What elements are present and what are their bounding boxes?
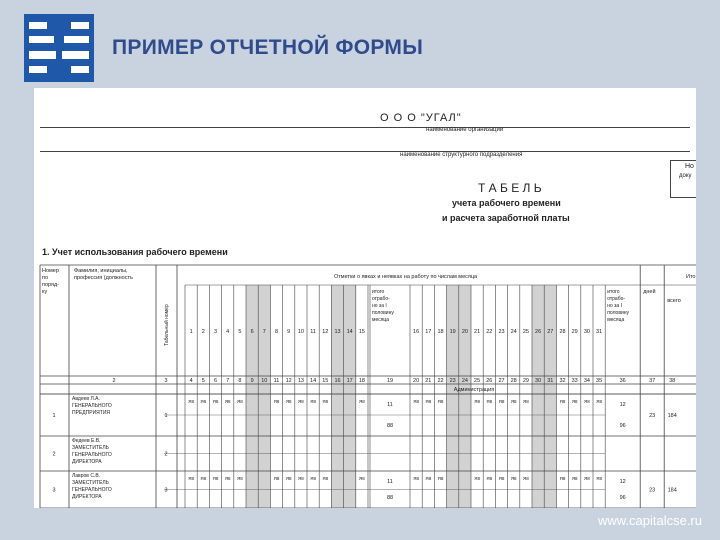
timesheet-form <box>34 88 696 508</box>
day-number: 14 <box>346 329 353 335</box>
column-number: 11 <box>273 378 280 384</box>
day-number: 26 <box>535 329 542 335</box>
column-number: 2 <box>112 378 116 384</box>
employee-name: ГЕНЕРАЛЬНОГО <box>72 487 112 493</box>
day-mark: Я8 <box>273 476 280 481</box>
column-number: 24 <box>461 378 468 384</box>
column-number: 30 <box>535 378 542 384</box>
day-mark: Я8 <box>584 476 590 481</box>
day-mark: Я8 <box>310 399 316 404</box>
month-total-header: отрабо- <box>607 296 626 302</box>
day-mark: Я8 <box>510 399 517 404</box>
row-number: 3 <box>52 487 56 494</box>
total-header: Ито <box>686 274 696 280</box>
employee-name: Авдеев Л.А. <box>72 396 100 402</box>
column-number: 34 <box>583 378 590 384</box>
column-number: 14 <box>310 378 317 384</box>
day-mark: Я8 <box>298 476 304 481</box>
day-number: 8 <box>274 329 279 335</box>
day-mark: Я8 <box>559 399 566 404</box>
day-mark: Я8 <box>413 476 419 481</box>
day-number: 28 <box>559 329 566 335</box>
month-days: 12 <box>619 479 626 485</box>
weekend-shade <box>447 285 459 508</box>
column-number: 26 <box>486 378 493 384</box>
side-box-label-1: Но <box>685 163 694 170</box>
column-number: 28 <box>510 378 517 384</box>
employee-name: ДИРЕКТОРА <box>72 494 102 500</box>
day-mark: Я8 <box>523 476 529 481</box>
timesheet-table <box>34 88 696 508</box>
day-number: 30 <box>583 329 590 335</box>
day-mark: Я8 <box>359 399 365 404</box>
col-number-header: Номер <box>42 268 59 274</box>
day-mark: Я8 <box>188 399 194 404</box>
day-number: 18 <box>437 329 444 335</box>
col-tab-header: Табельный номер <box>164 304 170 346</box>
column-number: 36 <box>619 378 626 384</box>
column-number: 33 <box>571 378 578 384</box>
col-number-header: ку <box>42 289 48 295</box>
column-number: 8 <box>238 378 242 384</box>
employee-name: Лавров С.В. <box>72 473 101 479</box>
dept-caption: наименование структурного подразделения <box>400 152 523 158</box>
col-number-header: по <box>42 275 49 281</box>
side-box-label-2: доку <box>679 173 692 179</box>
col-fio-header: Фамилия, инициалы, <box>74 268 128 274</box>
column-number: 25 <box>474 378 481 384</box>
section-title: 1. Учет использования рабочего времени <box>42 247 228 257</box>
day-number: 1 <box>189 329 193 335</box>
weekend-shade <box>246 285 258 508</box>
day-mark: Я8 <box>298 399 304 404</box>
row-number: 1 <box>52 413 56 419</box>
column-number: 12 <box>285 378 292 384</box>
day-mark: Я8 <box>498 399 505 404</box>
day-number: 31 <box>596 329 603 335</box>
column-number: 37 <box>649 378 656 384</box>
employee-tab-number: 2 <box>164 451 168 458</box>
month-days: 12 <box>619 402 626 408</box>
column-number: 10 <box>261 378 268 384</box>
day-number: 17 <box>425 329 432 335</box>
day-mark: Я8 <box>212 399 219 404</box>
column-number: 21 <box>425 378 432 384</box>
weekend-shade <box>459 285 471 508</box>
day-mark: Я8 <box>237 476 243 481</box>
day-mark: Я8 <box>571 399 578 404</box>
day-mark: Я8 <box>498 476 505 481</box>
day-mark: Я8 <box>486 476 493 481</box>
month-total-header: месяца <box>607 317 625 323</box>
day-number: 6 <box>250 329 254 335</box>
day-mark: Я8 <box>559 476 566 481</box>
day-mark: Я8 <box>285 399 292 404</box>
column-number: 20 <box>413 378 420 384</box>
day-mark: Я8 <box>474 476 480 481</box>
subtitle-2: и расчета заработной платы <box>442 213 570 223</box>
total-hours: 184 <box>667 413 677 419</box>
day-mark: Я8 <box>437 399 444 404</box>
employee-name: ЗАМЕСТИТЕЛЬ <box>72 480 109 486</box>
day-number: 20 <box>461 329 468 335</box>
month-total-header: но за I <box>607 303 622 309</box>
column-number: 29 <box>522 378 529 384</box>
employee-tab-number: 1 <box>164 413 168 419</box>
weekend-shade <box>258 285 270 508</box>
col-fio-header: профессия (должность <box>74 275 133 281</box>
employee-name: ЗАМЕСТИТЕЛЬ <box>72 445 109 451</box>
row-number: 2 <box>52 451 56 458</box>
day-mark: Я8 <box>425 476 432 481</box>
day-mark: Я8 <box>237 399 243 404</box>
group-label: Администрация <box>453 387 495 393</box>
day-number: 11 <box>310 329 316 335</box>
month-hours: 96 <box>619 423 626 429</box>
day-mark: Я8 <box>596 399 602 404</box>
org-caption: наименование организации <box>426 127 504 133</box>
site-url[interactable]: www.capitalcse.ru <box>597 513 702 528</box>
half-month-days: 11 <box>387 402 393 408</box>
half-month-days: 11 <box>387 479 393 485</box>
half-month-total-header: половину <box>372 310 394 316</box>
day-number: 24 <box>510 329 517 335</box>
weekend-shade <box>544 285 556 508</box>
day-number: 21 <box>474 329 481 335</box>
month-hours: 96 <box>619 495 626 501</box>
day-mark: Я8 <box>474 399 480 404</box>
column-number: 17 <box>346 378 353 384</box>
day-number: 23 <box>498 329 505 335</box>
employee-name: ПРЕДПРИЯТИЯ <box>72 410 111 416</box>
column-number: 35 <box>596 378 603 384</box>
employee-name: Федеев Е.В. <box>72 438 101 444</box>
day-mark: Я8 <box>571 476 578 481</box>
total-label: всего <box>667 298 681 304</box>
column-number: 9 <box>250 378 254 384</box>
day-mark: Я8 <box>310 476 316 481</box>
day-number: 15 <box>358 329 365 335</box>
day-number: 3 <box>213 329 218 335</box>
month-total-header: итого <box>607 289 620 295</box>
column-number: 16 <box>334 378 341 384</box>
column-number: 7 <box>226 378 230 384</box>
employee-name: ГЕНЕРАЛЬНОГО <box>72 452 112 458</box>
day-mark: Я8 <box>285 476 292 481</box>
day-mark: Я8 <box>523 399 529 404</box>
column-number: 23 <box>449 378 456 384</box>
day-mark: Я8 <box>413 399 419 404</box>
day-number: 22 <box>486 329 493 335</box>
day-number: 7 <box>262 329 266 335</box>
day-mark: Я8 <box>486 399 493 404</box>
day-mark: Я8 <box>596 476 602 481</box>
total-days: 23 <box>649 487 656 494</box>
column-number: 5 <box>201 378 205 384</box>
column-number: 19 <box>386 378 394 384</box>
half-month-total-header: итого <box>372 289 385 295</box>
day-number: 4 <box>226 329 230 335</box>
employee-name: ДИРЕКТОРА <box>72 459 102 465</box>
col-number-header: поряд- <box>42 282 60 288</box>
column-number: 22 <box>437 378 444 384</box>
column-number: 3 <box>164 378 168 384</box>
day-number: 12 <box>322 329 329 335</box>
org-name: О О О "УГАЛ" <box>380 112 462 124</box>
day-mark: Я8 <box>322 476 329 481</box>
subtitle-1: учета рабочего времени <box>452 198 561 208</box>
doc-title: Т А Б Е Л Ь <box>478 181 542 195</box>
day-number: 25 <box>522 329 529 335</box>
day-mark: Я8 <box>437 476 444 481</box>
weekend-shade <box>331 285 343 508</box>
days-label: дней <box>643 289 656 295</box>
half-month-total-header: месяца <box>372 317 390 323</box>
day-mark: Я8 <box>510 476 517 481</box>
day-number: 9 <box>287 329 291 335</box>
day-mark: Я8 <box>200 399 207 404</box>
day-mark: Я8 <box>322 399 329 404</box>
column-number: 4 <box>189 378 193 384</box>
half-month-hours: 88 <box>386 495 394 501</box>
day-number: 2 <box>201 329 205 335</box>
day-number: 5 <box>238 329 242 335</box>
day-mark: Я8 <box>224 399 231 404</box>
column-number: 32 <box>559 378 566 384</box>
column-number: 27 <box>498 378 505 384</box>
column-number: 6 <box>213 378 218 384</box>
day-number: 16 <box>413 329 420 335</box>
column-number: 15 <box>322 378 329 384</box>
day-mark: Я8 <box>212 476 219 481</box>
half-month-hours: 88 <box>386 423 394 429</box>
column-number: 13 <box>297 378 304 384</box>
half-month-total-header: отрабо- <box>372 296 390 302</box>
month-total-header: половину <box>607 310 630 316</box>
column-number: 31 <box>547 378 554 384</box>
day-mark: Я8 <box>359 476 365 481</box>
half-month-total-header: но за I <box>372 303 387 309</box>
day-mark: Я8 <box>200 476 207 481</box>
column-number: 38 <box>669 378 676 384</box>
day-mark: Я8 <box>425 399 432 404</box>
page-title: ПРИМЕР ОТЧЕТНОЙ ФОРМЫ <box>112 36 424 59</box>
weekend-shade <box>532 285 544 508</box>
day-mark: Я8 <box>273 399 280 404</box>
day-number: 27 <box>547 329 554 335</box>
day-mark: Я8 <box>224 476 231 481</box>
day-mark: Я8 <box>188 476 194 481</box>
day-number: 19 <box>449 329 456 335</box>
day-number: 10 <box>297 329 304 335</box>
total-days: 23 <box>649 413 656 419</box>
total-hours: 184 <box>667 487 677 494</box>
marks-header: Отметки о явках и неявках на работу по числам месяца <box>334 274 478 280</box>
weekend-shade <box>344 285 356 508</box>
employee-name: ГЕНЕРАЛЬНОГО <box>72 403 112 409</box>
employee-tab-number: 3 <box>164 487 168 494</box>
day-number: 13 <box>334 329 341 335</box>
day-mark: Я8 <box>584 399 590 404</box>
column-number: 18 <box>358 378 365 384</box>
day-number: 29 <box>571 329 578 335</box>
company-logo-icon <box>24 14 94 82</box>
